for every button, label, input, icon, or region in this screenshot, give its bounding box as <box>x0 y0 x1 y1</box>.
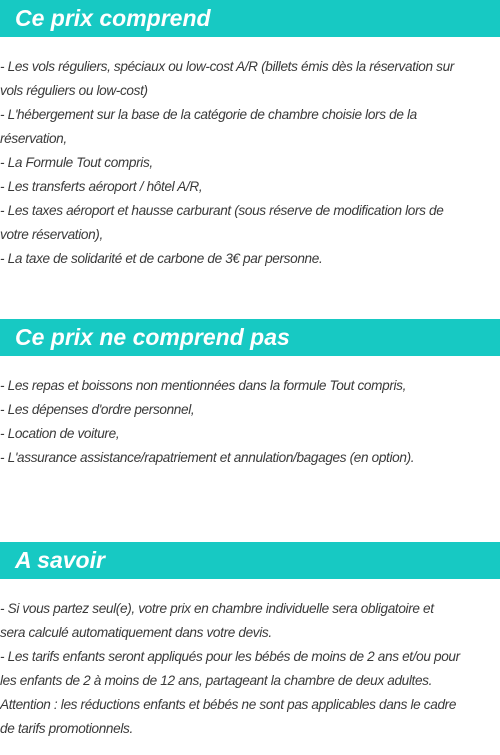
list-item: - Si vous partez seul(e), votre prix en chambre individuelle sera obligatoire et <box>0 601 434 616</box>
list-item: - L'assurance assistance/rapatriement et annulation/bagages (en option). <box>0 450 415 465</box>
section-title-good-to-know: A savoir <box>0 542 500 579</box>
section-not-included <box>0 319 500 470</box>
list-item: - Les transferts aéroport / hôtel A/R, <box>0 179 203 194</box>
list-item: - Location de voiture, <box>0 426 120 441</box>
list-item: - La Formule Tout compris, <box>0 155 153 170</box>
list-item: les enfants de 2 à moins de 12 ans, partageant la chambre de deux adultes. <box>0 673 433 688</box>
list-item: réservation, <box>0 131 67 146</box>
section-good-to-know <box>0 542 500 741</box>
list-item: - L'hébergement sur la base de la catégorie de chambre choisie lors de la <box>0 107 417 122</box>
list-item: - La taxe de solidarité et de carbone de 3€ par personne. <box>0 251 323 266</box>
list-item: de tarifs promotionnels. <box>0 721 133 736</box>
list-item: - Les vols réguliers, spéciaux ou low-cost A/R (billets émis dès la réservation sur <box>0 59 454 74</box>
list-item: - Les dépenses d'ordre personnel, <box>0 402 195 417</box>
list-item: vols réguliers ou low-cost) <box>0 83 148 98</box>
section-included <box>0 0 500 271</box>
list-item: - Les tarifs enfants seront appliqués pour les bébés de moins de 2 ans et/ou pour <box>0 649 460 664</box>
list-item: Attention : les réductions enfants et bébés ne sont pas applicables dans le cadre <box>0 697 457 712</box>
good-to-know-list <box>0 597 500 741</box>
list-item: - Les repas et boissons non mentionnées dans la formule Tout compris, <box>0 378 407 393</box>
included-list <box>0 55 500 271</box>
section-title-included: Ce prix comprend <box>0 0 500 37</box>
list-item: votre réservation), <box>0 227 103 242</box>
list-item: sera calculé automatiquement dans votre devis. <box>0 625 272 640</box>
list-item: - Les taxes aéroport et hausse carburant (sous réserve de modification lors de <box>0 203 444 218</box>
section-title-not-included: Ce prix ne comprend pas <box>0 319 500 356</box>
not-included-list <box>0 374 500 470</box>
